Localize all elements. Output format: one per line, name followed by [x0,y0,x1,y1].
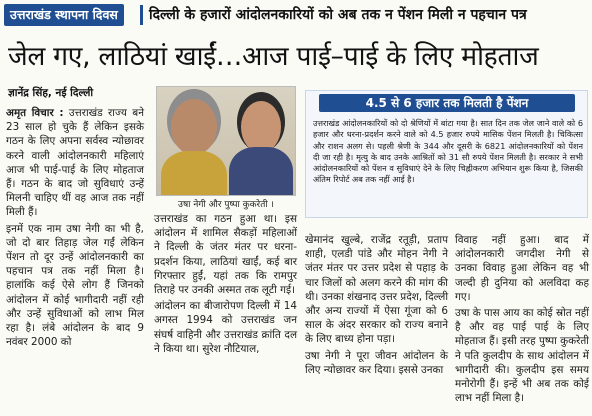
article-paragraph: विवाह नहीं हुआ। बाद में आंदोलनकारी जगदीश नेगी से उनका विवाह हुआ लेकिन वह भी जल्दी ही दुनिया को अलविदा कह गए। [455,234,589,303]
headline: जेल गए, लाठियां खाईं…आज पाई–पाई के लिए मोहताज [8,41,539,72]
article-paragraph: उषा नेगी ने पूरा जीवन आंदोलन के लिए न्योछावर कर दिया। इससे उनका [305,349,448,376]
article-column-4 [455,233,589,407]
person-left-body [161,151,227,196]
topic-bar [0,0,592,30]
article-paragraph [6,106,144,220]
photo-caption: उषा नेगी और पुष्पा कुकरेती । [178,200,274,210]
article-column-1 [6,106,144,351]
paragraph-text: उत्तराखंड राज्य बने 23 साल हो चुके हैं लेकिन इसके गठन के लिए अपना सर्वस्व न्योछावर करने वाली आंदोलनकारी महिलाएं आज भी पाई-पाई के लिए मोहताज हैं। गठन के बाद जो सुविधाएं उन्हें मिलनी चाहिए थीं वह आज तक नहीं मिली हैं। [6,107,144,219]
section-tag: उत्तराखंड स्थापना दिवस [4,4,124,26]
article-column-3 [305,233,448,379]
person-right-photo [241,101,281,153]
byline: ज्ञानेंद्र सिंह, नई दिल्ली [8,87,94,99]
person-right-body [229,147,293,196]
article-paragraph: इनमें एक नाम उषा नेगी का भी है, जो दो बार तिहाड़ जेल गईं लेकिन पेंशन तो दूर उन्हें आंदोलनकारी का पहचान पत्र तक नहीं मिला है। हालांकि कई ऐसे लोग हैं जिनको आंदोलन में कोई भागीदारी नहीं रही और उन्हें सुविधाओं को लाभ मिल रहा है। लंबे आंदोलन के बाद 9 नवंबर 2000 को [6,222,144,349]
news-photo [156,86,296,196]
pension-info-box [305,90,588,218]
article-paragraph: आंदोलन का बीजारोपण दिल्ली में 14 अगस्त 1994 को उत्तराखंड जन संघर्ष वाहिनी और उत्तराखंड क्रांति दल ने किया था। सुरेश नौटियाल, [154,300,297,355]
article-paragraph: खेमानंद खुल्बे, राजेंद्र रतूड़ी, प्रताप शाही, एलडी पांडे और मोहन नेगी ने जंतर मंतर पर उत्तर प्रदेश से पहाड़ के चार जिलों को अलग करने की मांग की थी। उनका शंखनाद उत्तर प्रदेश, दिल्ली और अन्य राज्यों में ऐसा गूंजा को 6 साल के अंदर सरकार को राज्य बनाने के लिए बाध्य होना पड़ा। [305,234,449,346]
article-paragraph: उषा के पास आय का कोई स्रोत नहीं है और वह पाई पाई के लिए मोहताज हैं। इसी तरह पुष्पा कुकरेती ने पति कुलदीप के साथ आंदोलन में भागीदारी की। कुलदीप इस समय मनोरोगी हैं। इन्हें भी अब तक कोई लाभ नहीं मिला है। [455,307,589,405]
person-left-photo [171,99,217,155]
pension-box-title: 4.5 से 6 हजार तक मिलती है पेंशन [319,94,575,112]
subheadline: दिल्ली के हजारों आंदोलनकारियों को अब तक न पेंशन मिली न पहचान पत्र [140,5,588,25]
article-paragraph: उत्तराखंड का गठन हुआ था। इस आंदोलन में शामिल सैकड़ों महिलाओं ने दिल्ली के जंतर मंतर पर धरना-प्रदर्शन किया, लाठियां खाईं, कई बार गिरफ्तार हुईं, यहां तक कि रामपुर तिराहे पर उनकी अस्मत तक लूटी गई। [154,213,297,297]
article-column-2 [154,212,297,358]
lead-label: अमृत विचार : [6,107,64,119]
pension-box-body: उत्तराखंड आंदोलनकारियों को दो श्रेणियों में बांटा गया है। सात दिन तक जेल जाने वाले को 6 हजार और धरना-प्रदर्शन करने वाले को 4.5 हजार रुपये मासिक पेंशन मिलती है। चिकित्सा और राशन अलग से। पहली श्रेणी के 344 और दूसरी के 6821 आंदोलनकारियों को पेंशन दी जा रही है। मृत्यु के बाद उनके आश्रितों को 31 सौ रुपये पेंशन मिलती है। सरकार ने सभी आंदोलनकारियों को पेंशन व सुविधाएं देने के लिए चिह्नीकरण अभियान शुरू किया है, जिसकी अंतिम रिपोर्ट अब तक नहीं आई है। [313,118,583,185]
